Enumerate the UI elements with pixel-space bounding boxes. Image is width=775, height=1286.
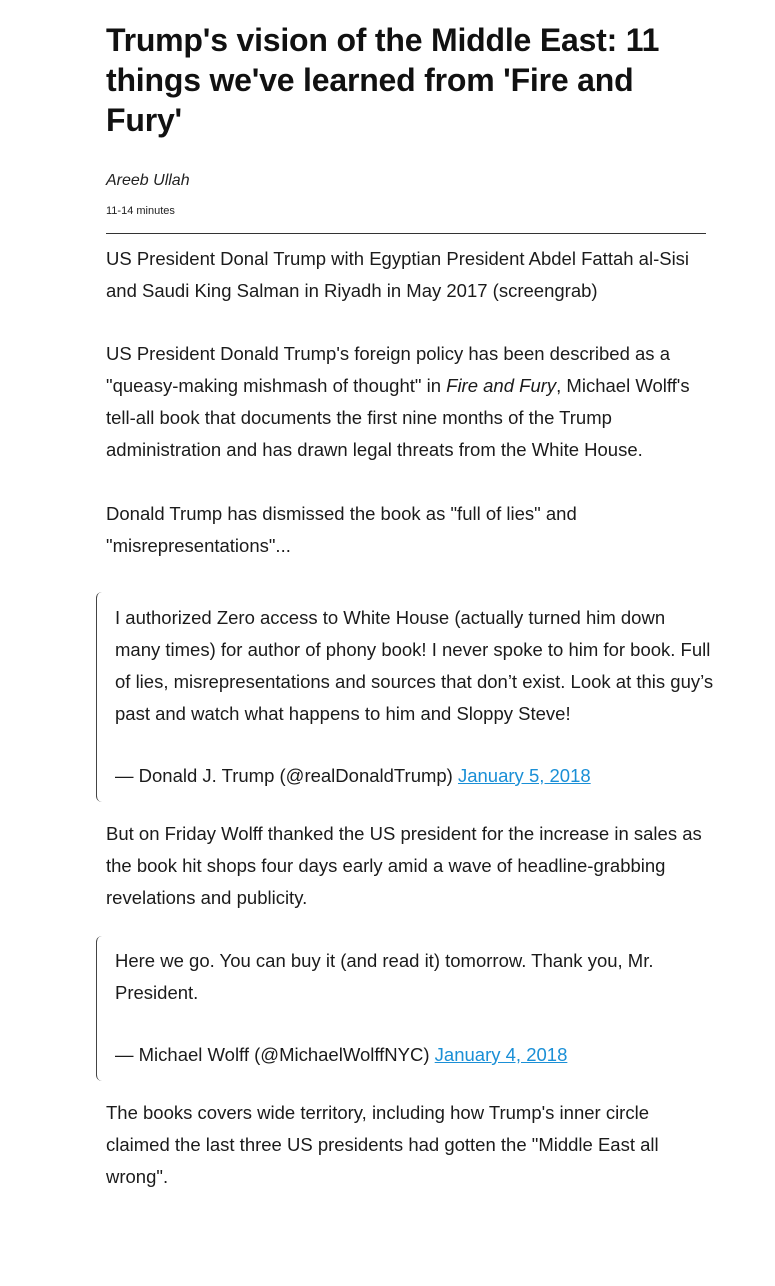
intro-paragraph xyxy=(106,338,706,466)
header-divider xyxy=(106,233,706,234)
wolff-tweet-date-link[interactable]: January 4, 2018 xyxy=(434,1044,568,1065)
books-paragraph: The books covers wide territory, including how Trump's inner circle claimed the last three US presidents had gotten the "Middle East all wrong". xyxy=(106,1102,659,1187)
read-time: 11-14 minutes xyxy=(106,205,175,217)
article xyxy=(106,20,714,1193)
image-caption: US President Donal Trump with Egyptian President Abdel Fattah al-Sisi and Saudi King Salman in Riyadh in May 2017 (screengrab) xyxy=(106,248,690,301)
intro-text-part2: , Michael Wolff's tell-all book that documents the first nine months of the Trump administration and has drawn legal threats from the White House. xyxy=(106,375,690,460)
book-title: Fire and Fury xyxy=(446,375,557,396)
trump-tweet-quote xyxy=(96,592,715,802)
author-name: Areeb Ullah xyxy=(106,172,190,189)
friday-paragraph: But on Friday Wolff thanked the US president for the increase in sales as the book hit shops four days early amid a wave of headline-grabbing revelations and publicity. xyxy=(106,823,702,908)
wolff-attribution-text: — Michael Wolff (@MichaelWolffNYC) xyxy=(115,1044,435,1065)
trump-tweet-text: I authorized Zero access to White House (actually turned him down many times) for author of phony book! I never spoke to him for book. Full of lies, misrepresentations and sources that don’t exist. Look at this guy’s past and watch what happens to him and Sloppy Steve! xyxy=(115,607,714,724)
wolff-tweet-attribution xyxy=(115,1039,715,1071)
trump-tweet-date-link[interactable]: January 5, 2018 xyxy=(457,765,591,786)
wolff-tweet-text: Here we go. You can buy it (and read it) tomorrow. Thank you, Mr. President. xyxy=(115,950,654,1003)
wolff-tweet-quote xyxy=(96,936,715,1081)
trump-attribution-text: — Donald J. Trump (@realDonaldTrump) xyxy=(115,765,458,786)
intro-text-part1: US President Donald Trump's foreign policy has been described as a "queasy-making mishmash of thought" in xyxy=(106,343,670,396)
trump-tweet-attribution xyxy=(115,760,715,792)
article-title: Trump's vision of the Middle East: 11 things we've learned from 'Fire and Fury' xyxy=(106,22,660,138)
dismiss-paragraph: Donald Trump has dismissed the book as "full of lies" and "misrepresentations"... xyxy=(106,503,577,556)
